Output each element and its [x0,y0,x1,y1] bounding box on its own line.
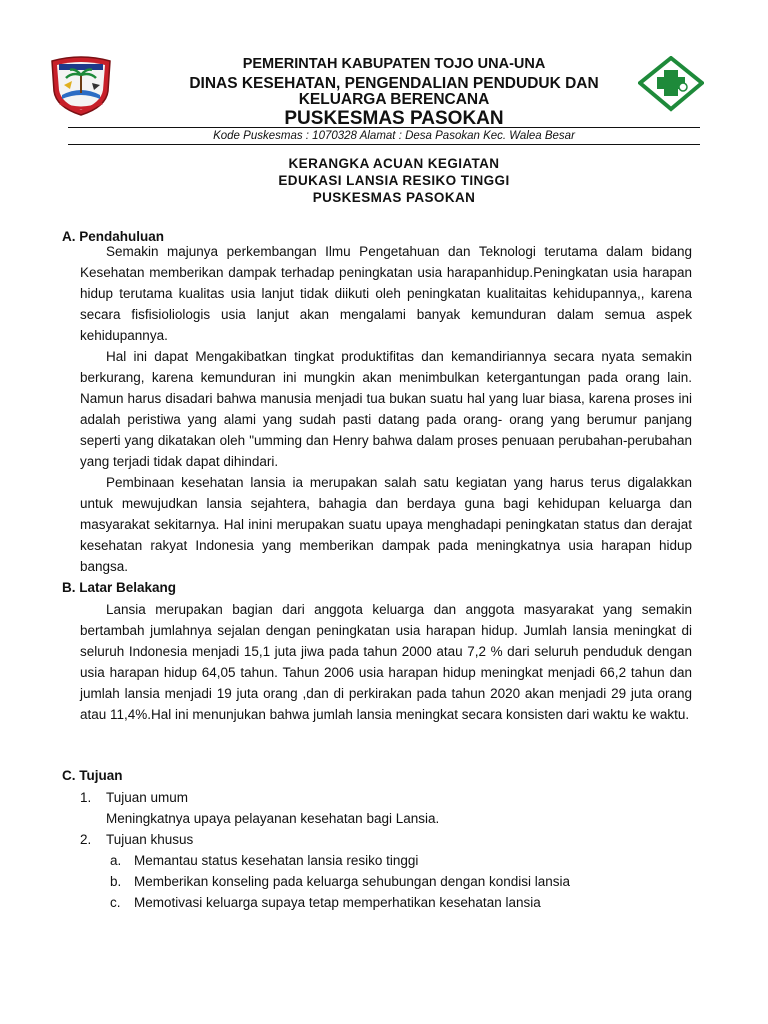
section-a-heading: A. Pendahuluan [62,229,165,244]
sublist-item-a: Memantau status kesehatan lansia resiko tinggi [134,853,419,868]
section-a-paragraph-3-text: Pembinaan kesehatan lansia ia merupakan salah satu kegiatan yang harus terus digalakkan untuk mewujudkan lansia sejahtera, bahagia dan berdaya guna bagi kehidupan keluarga dan masyarakat sekitarnya. Hal inini merupakan suatu upaya menghadapi peningkatan status dan derajat kesehatan rakyat Indonesia yang memberikan dampak pada meningkatnya usia harapan hidup bangsa. [80,475,692,574]
sublist-item-c: Memotivasi keluarga supaya tetap memperhatikan kesehatan lansia [134,895,541,910]
section-a-paragraph-2-text: Hal ini dapat Mengakibatkan tingkat produktifitas dan kemandiriannya secara nyata semakin berkurang, karena kemunduran ini mungkin akan menimbulkan ketergantungan pada orang lain. Namun harus disadari bahwa manusia menjadi tua bukan suatu hal yang luar biasa, karena proses ini adalah peristiwa yang alami yang sudah pasti datang pada orang- orang yang berumur panjang seperti yang dikatakan oleh "umming dan Henry bahwa dalam proses penuaan perubahan-perubahan yang terjadi tidak dapat dihindari. [80,349,692,469]
sublist-item-b: Memberikan konseling pada keluarga sehubungan dengan kondisi lansia [134,874,571,889]
list-number-1: 1. [80,790,92,805]
doc-title-line2: EDUKASI LANSIA RESIKO TINGGI [278,173,510,188]
list-number-2: 2. [80,832,92,847]
header-puskesmas-name: PUSKESMAS PASOKAN [284,108,504,129]
section-a-paragraph-2 [80,346,692,472]
section-b-paragraph-1-text: Lansia merupakan bagian dari anggota keluarga dan anggota masyarakat yang semakin bertambah jumlahnya sejalan dengan peningkatan usia harapan hidup. Jumlah lansia meningkat di seluruh Indonesia menjadi 15,1 juta jiwa pada tahun 2000 atau 7,2 % dari seluruh penduduk dengan usia harapan hidup 64,05 tahun. Tahun 2006 usia harapan hidup meningkat menjadi 66,2 tahun dan jumlah lansia menjadi 19 juta orang ,dan di perkirakan pada tahun 2020 akan menjadi 29 juta orang atau 11,4%.Hal ini menunjukan bahwa jumlah lansia meningkat secara konsisten dari waktu ke waktu. [80,602,692,722]
doc-title-line1: KERANGKA ACUAN KEGIATAN [288,156,500,171]
header-government: PEMERINTAH KABUPATEN TOJO UNA-UNA [242,56,546,72]
doc-title-line3: PUSKESMAS PASOKAN [312,190,476,205]
regency-emblem-icon [48,55,114,117]
section-a-paragraph-1 [80,241,692,346]
header-agency [120,76,668,108]
header-agency-line1: DINAS KESEHATAN, PENGENDALIAN PENDUDUK DAN [189,75,599,92]
header-address: Kode Puskesmas : 1070328 Alamat : Desa Pasokan Kec. Walea Besar [213,130,575,142]
sublist-mark-b: b. [110,874,122,889]
sublist-mark-c: c. [110,895,121,910]
list-item-general-goal-text: Meningkatnya upaya pelayanan kesehatan bagi Lansia. [106,811,440,826]
header-agency-line2: KELUARGA BERENCANA [298,91,490,108]
section-b-heading: B. Latar Belakang [62,580,177,595]
section-a-paragraph-3 [80,472,692,577]
section-a-paragraph-1-text: Semakin majunya perkembangan Ilmu Pengetahuan dan Teknologi terutama dalam bidang Kesehatan memberikan dampak terhadap peningkatan usia harapanhidup.Peningkatan usia harapan hidup terutama kualitas usia lanjut tidak diikuti oleh peningkatan kualitaitas kehidupannya,, karena secara fisfisioliologis usia lanjut akan mengalami banyak kemunduran dalam semua aspek kehidupannya. [80,244,692,343]
header-rule-bottom [68,144,700,145]
sublist-mark-a: a. [110,853,122,868]
list-item-general-goal-label: Tujuan umum [106,790,189,805]
section-b-paragraph-1 [80,599,692,725]
list-item-specific-goal-label: Tujuan khusus [106,832,194,847]
section-c-heading: C. Tujuan [62,768,123,783]
